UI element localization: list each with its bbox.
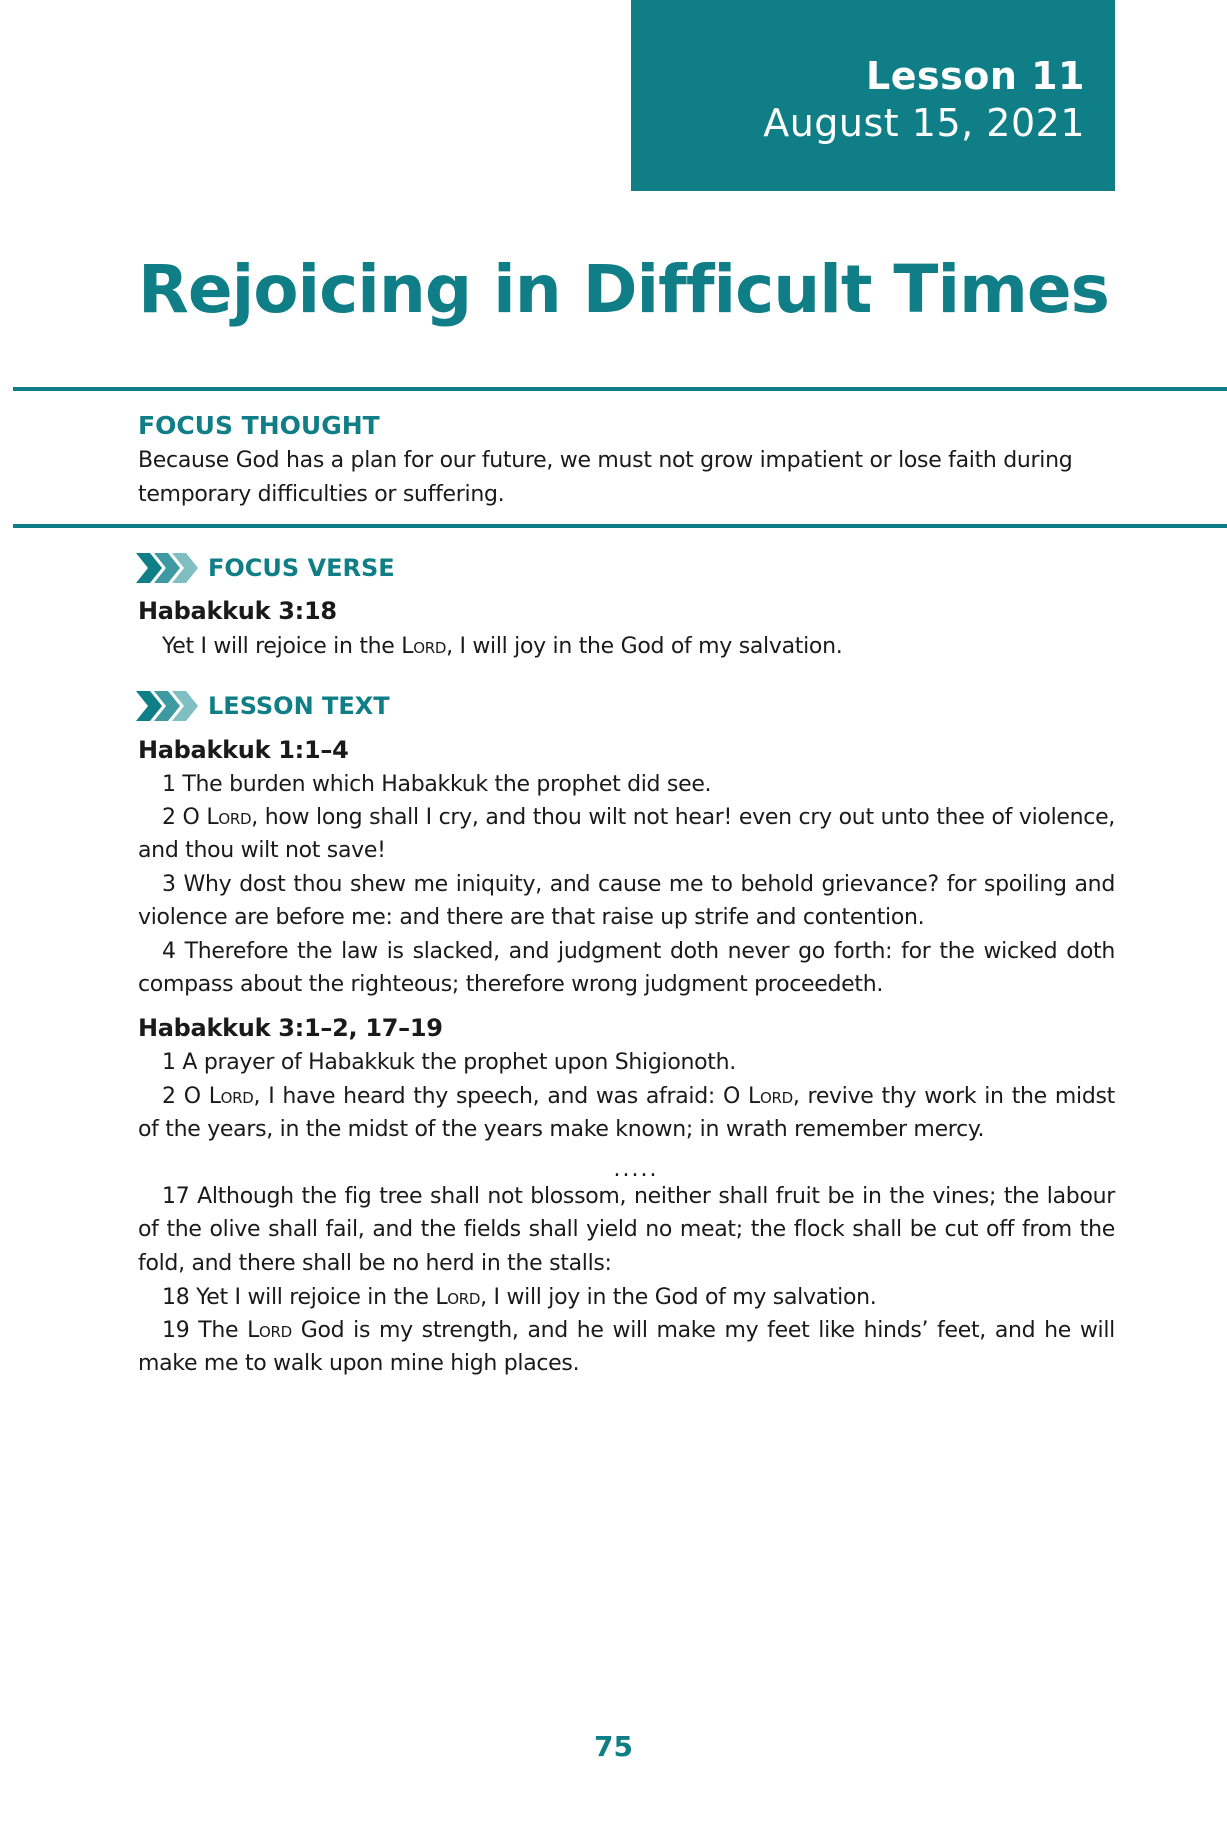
- focus-thought-heading: FOCUS THOUGHT: [138, 411, 380, 440]
- verse-1-1: 1 The burden which Habakkuk the prophet did see.: [162, 772, 712, 797]
- focus-verse-label: FOCUS VERSE: [208, 554, 395, 582]
- divider-bottom: [13, 524, 1227, 528]
- page-title: Rejoicing in Difficult Times: [138, 251, 1109, 328]
- lesson-date: August 15, 2021: [763, 101, 1085, 145]
- verse-3-2: 2 O Lord, I have heard thy speech, and was afraid: O Lord, revive thy work in the midst of the years, in the midst of the years make known; in wrath remember mercy.: [138, 1084, 1115, 1143]
- verse-3-18: 18 Yet I will rejoice in the Lord, I will joy in the God of my salvation.: [162, 1285, 877, 1310]
- focus-verse-reference: Habakkuk 3:18: [138, 597, 337, 625]
- verse-1-4: 4 Therefore the law is slacked, and judgment doth never go forth: for the wicked doth compass about the righteous; therefore wrong judgment proceedeth.: [138, 939, 1115, 998]
- focus-thought-text: Because God has a plan for our future, we must not grow impatient or lose faith during temporary difficulties or suffering.: [138, 448, 1073, 507]
- lesson-number: Lesson 11: [866, 54, 1085, 98]
- passage1-reference: Habakkuk 1:1–4: [138, 736, 349, 764]
- verse-3-17: 17 Although the fig tree shall not blossom, neither shall fruit be in the vines; the labour of the olive shall fail, and the fields shall yield no meat; the flock shall be cut off from the fold, and there shall be no herd in the stalls:: [138, 1184, 1115, 1276]
- verse-1-3: 3 Why dost thou shew me iniquity, and cause me to behold grievance? for spoiling and violence are before me: and there are that raise up strife and contention.: [138, 872, 1115, 931]
- passage2-reference: Habakkuk 3:1–2, 17–19: [138, 1014, 443, 1042]
- lesson-text-heading: [136, 691, 390, 721]
- triple-chevron-icon: [136, 553, 198, 583]
- focus-verse-heading: [136, 553, 395, 583]
- verse-1-2: 2 O Lord, how long shall I cry, and thou wilt not hear! even cry out unto thee of violence, and thou wilt not save!: [138, 805, 1115, 864]
- verse-ellipsis: .....: [613, 1157, 659, 1182]
- verse-3-19: 19 The Lord God is my strength, and he will make my feet like hinds’ feet, and he will make me to walk upon mine high places.: [138, 1318, 1115, 1377]
- triple-chevron-icon: [136, 691, 198, 721]
- focus-verse-text: Yet I will rejoice in the Lord, I will joy in the God of my salvation.: [162, 634, 843, 659]
- lesson-text-label: LESSON TEXT: [208, 692, 390, 720]
- verse-3-1: 1 A prayer of Habakkuk the prophet upon Shigionoth.: [162, 1050, 736, 1075]
- page-number: 75: [594, 1730, 633, 1763]
- lesson-header-box: [631, 0, 1115, 191]
- divider-top: [13, 387, 1227, 391]
- focus-thought-section: [138, 410, 1128, 512]
